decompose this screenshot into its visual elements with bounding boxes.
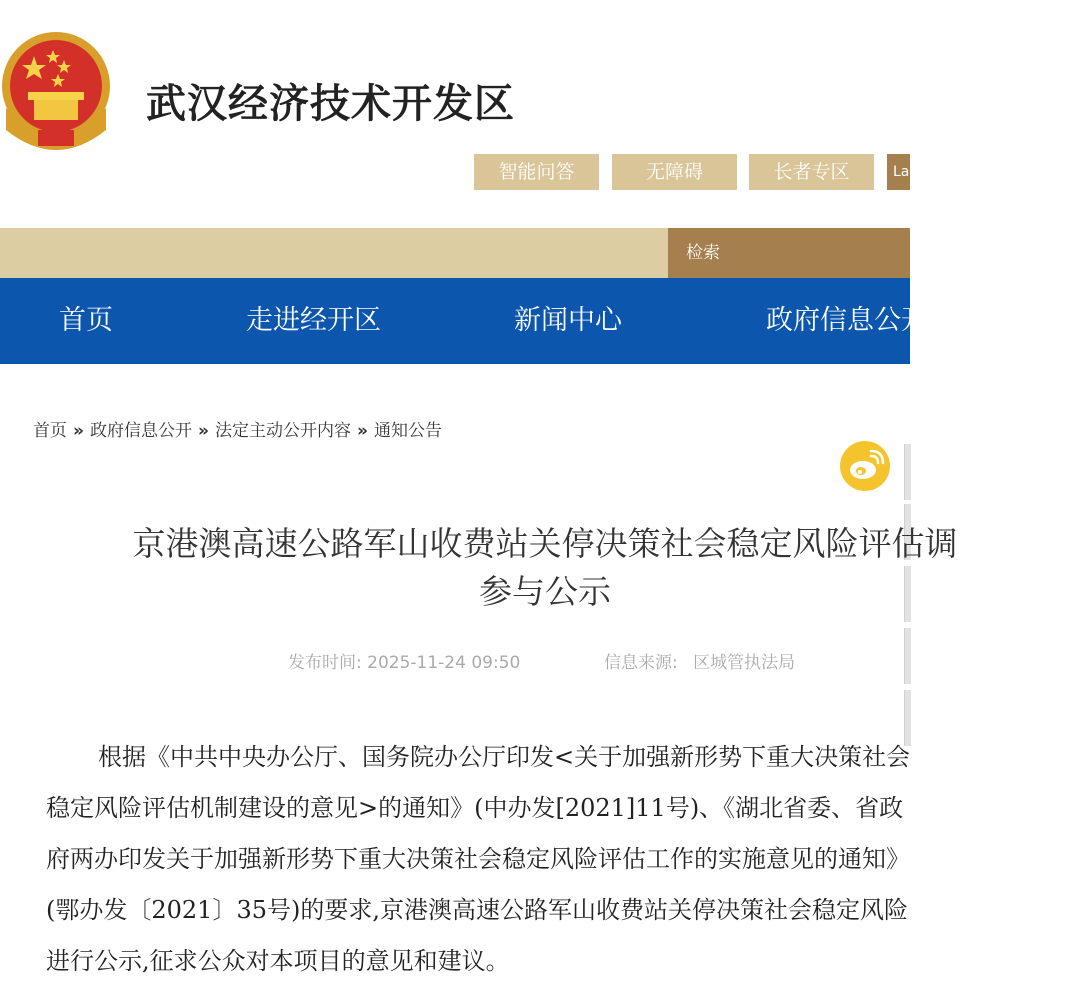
national-emblem-icon [0, 30, 114, 156]
breadcrumb [33, 416, 442, 441]
breadcrumb-separator: » [197, 421, 209, 441]
nav-news[interactable]: 新闻中心 [514, 305, 622, 336]
info-source [604, 648, 795, 673]
article-paragraph: 根据《中共中央办公厅、国务院办公厅印发<关于加强新形势下重大决策社会稳定风险评估机制建设的意见>的通知》(中办发[2021]11号)、《湖北省委、省政府两办印发关于加强新形势下重大决策社会稳定风险评估工作的实施意见的通知》(鄂办发〔2021〕35号)的要求,京港澳高速公路军山收费站关停决策社会稳定风险进行公示,征求公众对本项目的意见和建议。 [46, 743, 911, 975]
breadcrumb-separator: » [73, 421, 84, 441]
publish-time [288, 648, 520, 673]
search-input[interactable]: 检索 [668, 228, 910, 278]
article-body [46, 732, 926, 987]
side-toolbar-tab[interactable] [904, 444, 911, 500]
breadcrumb-statutory[interactable]: 法定主动公开内容 [214, 421, 351, 441]
article-title-line2: 参与公示 [479, 572, 611, 611]
nav-about[interactable]: 走进经开区 [246, 305, 381, 336]
breadcrumb-separator: » [356, 421, 368, 441]
weibo-share-button[interactable] [840, 441, 890, 491]
info-source-label: 信息来源: [604, 653, 678, 673]
site-title[interactable]: 武汉经济技术开发区 [146, 80, 515, 127]
breadcrumb-notices[interactable]: 通知公告 [373, 421, 442, 441]
language-button[interactable]: La [887, 154, 910, 190]
smart-qa-button[interactable]: 智能问答 [474, 154, 599, 190]
publish-time-label: 发布时间: [288, 653, 362, 673]
breadcrumb-gov-info[interactable]: 政府信息公开 [89, 421, 192, 441]
info-source-value: 区城管执法局 [693, 653, 796, 673]
site-header [0, 0, 910, 228]
publish-time-value: 2025-11-24 09:50 [367, 653, 521, 673]
breadcrumb-home[interactable]: 首页 [33, 421, 67, 441]
weibo-icon [840, 441, 890, 491]
article-title-line1: 京港澳高速公路军山收费站关停决策社会稳定风险评估调 [132, 524, 958, 563]
nav-gov-info[interactable]: 政府信息公开 [766, 305, 928, 336]
elderly-zone-button[interactable]: 长者专区 [749, 154, 874, 190]
nav-home[interactable]: 首页 [59, 305, 113, 336]
side-toolbar-tab[interactable] [904, 628, 911, 684]
main-nav [0, 278, 928, 364]
accessibility-button[interactable]: 无障碍 [612, 154, 737, 190]
article-title [0, 520, 1090, 616]
